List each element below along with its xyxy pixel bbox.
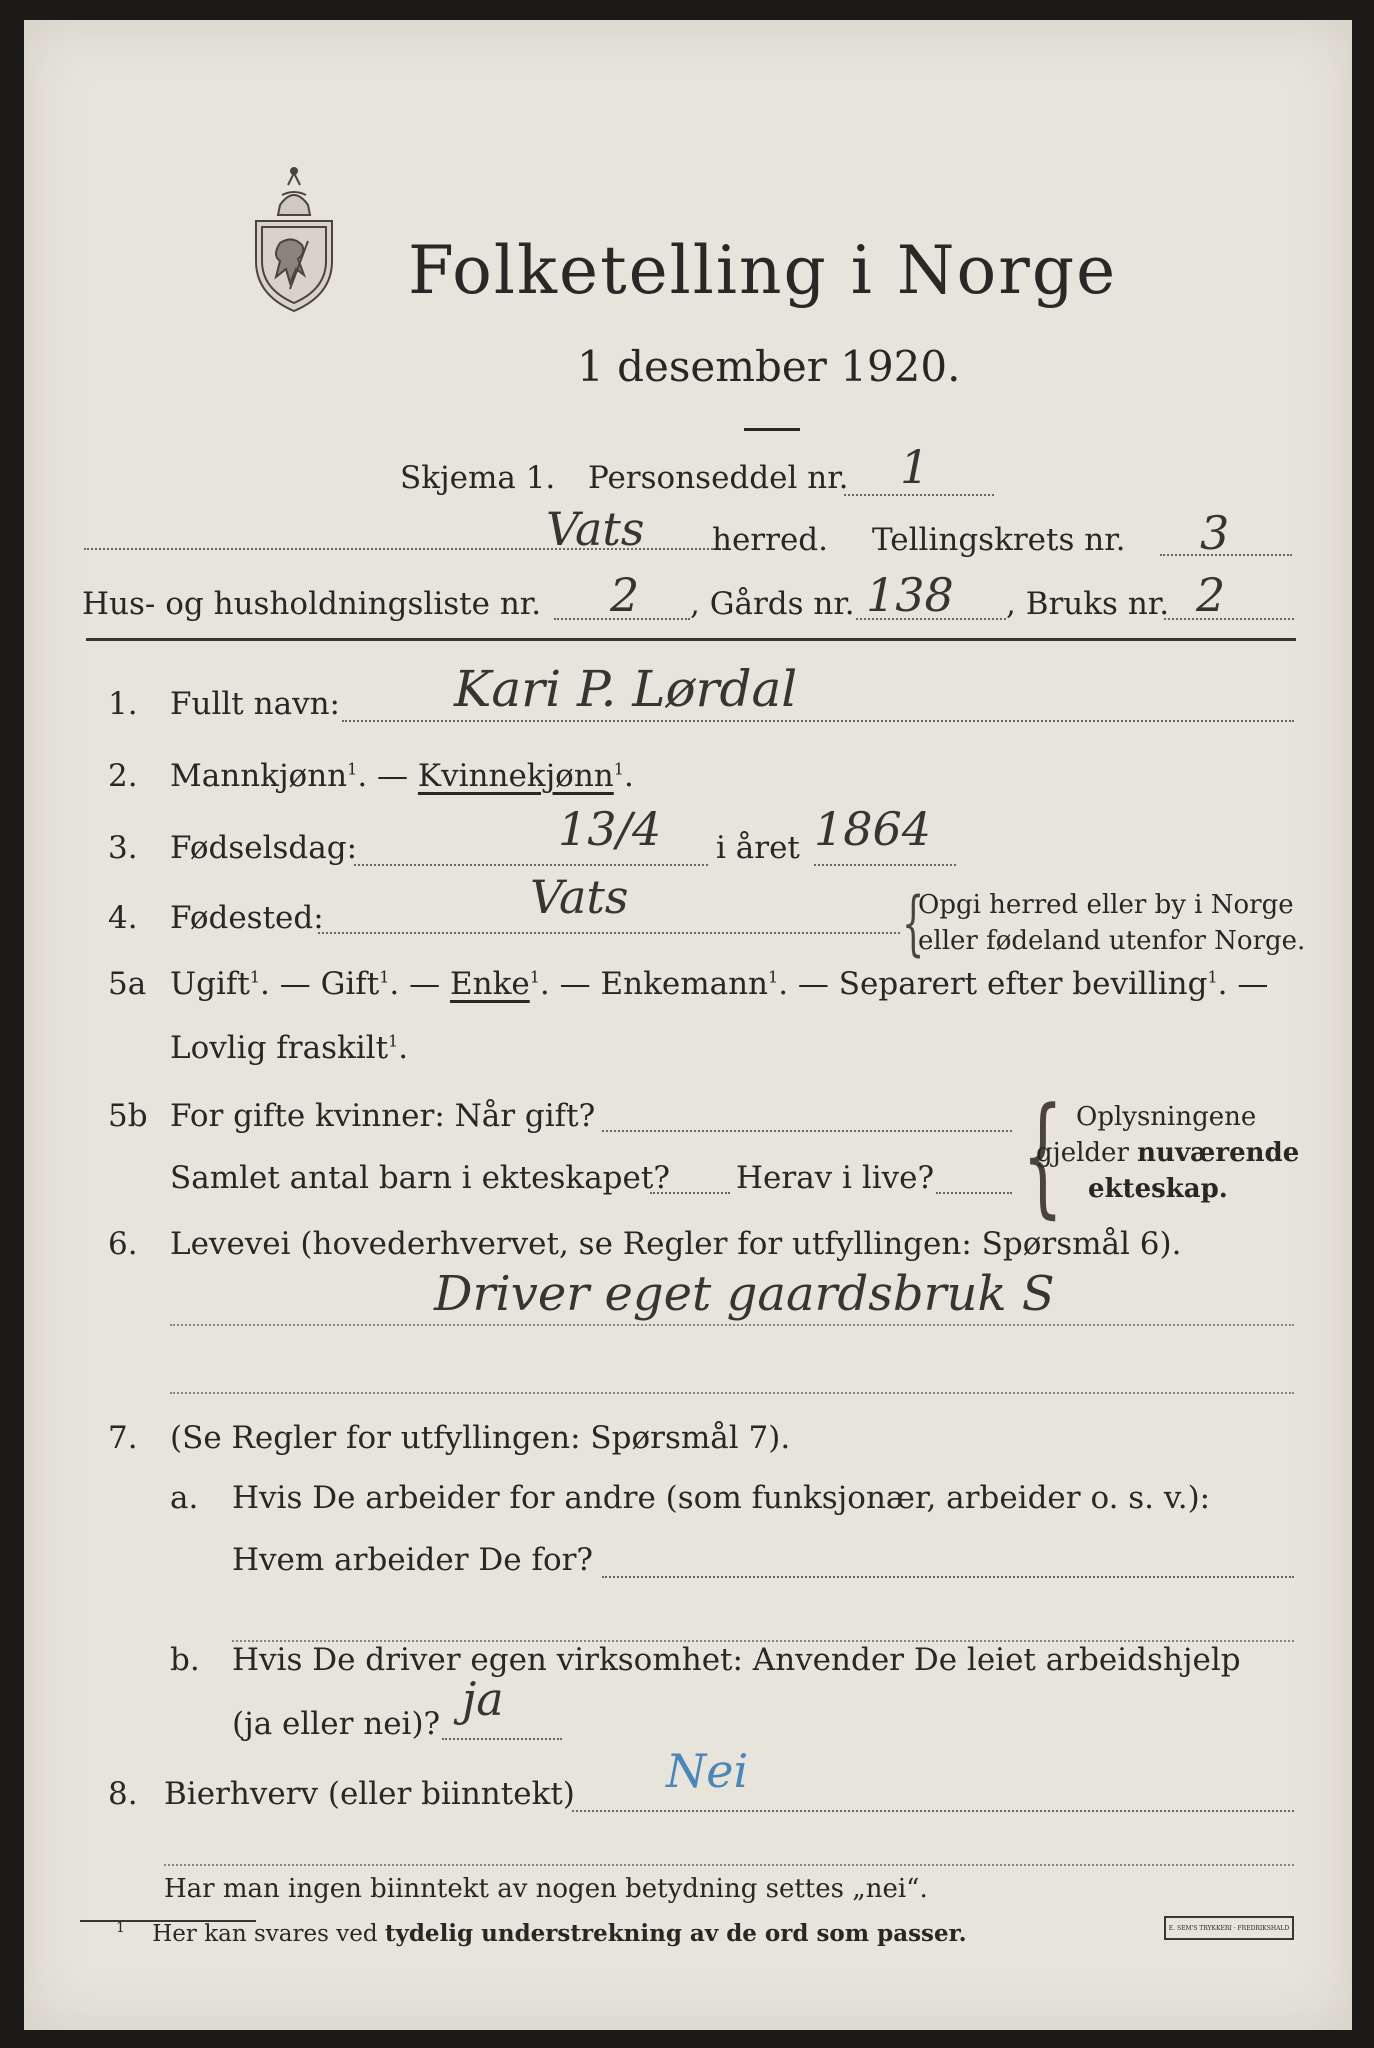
personseddel-label: Personseddel nr. [588,460,849,496]
personseddel-line [844,494,994,496]
q5a-enke-selected[interactable]: Enke [449,966,530,1002]
q5a-options [170,966,1268,1002]
form-date: 1 desember 1920. [577,342,961,391]
q2-options [170,758,634,794]
q5b-label-1: For gifte kvinner: Når gift? [170,1098,596,1134]
coat-of-arms-icon [246,165,342,315]
q5a-separert[interactable]: Separert efter bevilling [838,966,1208,1002]
q5a-sup: 1 [388,1031,399,1051]
footnote-text-a: Her kan svares ved [152,1921,378,1947]
q6-value[interactable]: Driver eget gaardsbruk S [434,1266,1055,1322]
q5b-note-3: ekteskap. [1088,1174,1228,1204]
census-form-page [24,20,1352,2030]
q7a-question: Hvem arbeider De for? [232,1542,594,1578]
q3-label: Fødselsdag: [170,830,358,866]
q5a-ugift[interactable]: Ugift [170,966,250,1002]
q7b-label: Hvis De driver egen virksomhet: Anvender De leiet arbeidshjelp [232,1642,1241,1678]
skjema-label: Skjema 1. [400,460,556,496]
q2-dash: . — [357,758,409,794]
q7-number: 7. [108,1420,138,1456]
q7b-line [442,1738,562,1740]
gards-label: , Gårds nr. [690,586,855,622]
q3-year-label: i året [716,830,800,866]
personseddel-value[interactable]: 1 [900,440,930,494]
q5a-options-2 [170,1030,408,1066]
q6-label: Levevei (hovederhvervet, se Regler for utfyllingen: Spørsmål 6). [170,1226,1182,1262]
printer-text: E. SEM'S TRYKKERI · FREDRIKSHALD [1168,1924,1290,1932]
footnote-number: 1 [116,1920,125,1937]
q5a-enkemann[interactable]: Enkemann [600,966,769,1002]
q5a-sep: . — [389,966,441,1002]
q5b-note-2a: gjelder [1036,1138,1129,1168]
q8-label: Bierhverv (eller biinntekt) [164,1776,575,1812]
q4-label: Fødested: [170,900,324,936]
footnote-text-b: tydelig understrekning av de ord som passer. [384,1920,967,1947]
gards-value[interactable]: 138 [866,568,954,622]
q1-value[interactable]: Kari P. Lørdal [454,660,798,718]
q8-number: 8. [108,1776,138,1812]
q5a-sup: 1 [379,967,390,987]
q7-label: (Se Regler for utfyllingen: Spørsmål 7). [170,1420,791,1456]
q7a-line [602,1576,1294,1578]
q5b-note-2 [1036,1138,1299,1168]
q5a-number: 5a [108,966,147,1002]
q1-number: 1. [108,686,138,722]
q1-line [342,720,1294,722]
q5b-barn-line [650,1192,730,1194]
q8-line-2 [164,1864,1294,1866]
q5a-sup: 1 [529,967,540,987]
footnote [116,1920,967,1947]
q2-number: 2. [108,758,138,794]
q5a-sep: . — [260,966,311,1002]
q6-line-2 [170,1392,1294,1394]
q5b-brace: { [1022,1079,1064,1231]
q5b-note-1: Oplysningene [1076,1102,1257,1132]
q7a-number: a. [170,1480,199,1516]
q5a-sup: 1 [1207,967,1218,987]
bruks-line [1164,618,1294,620]
q5a-fraskilt[interactable]: Lovlig fraskilt [170,1030,389,1066]
q7b-number: b. [170,1642,200,1678]
q7a-label: Hvis De arbeider for andre (som funksjonær, arbeider o. s. v.): [232,1480,1211,1516]
q5b-live-line [936,1192,1012,1194]
q6-line-1 [170,1324,1294,1326]
q5b-gift-line [602,1130,1012,1132]
q5b-number: 5b [108,1098,148,1134]
q4-line [318,932,900,934]
q4-number: 4. [108,900,138,936]
q2-female-selected[interactable]: Kvinnekjønn [417,758,614,794]
q2-sup1: 1 [347,759,358,779]
q4-value[interactable]: Vats [530,870,629,924]
header-divider [86,638,1296,641]
q8-line [572,1810,1294,1812]
q7b-value[interactable]: ja [462,1672,504,1726]
q3-day-value[interactable]: 13/4 [558,802,662,856]
q2-end: . [623,758,634,794]
q6-number: 6. [108,1226,138,1262]
q5a-sep: . — [778,966,829,1002]
form-title: Folketelling i Norge [408,232,1118,309]
q5a-end: . [398,1030,409,1066]
q5a-sup: 1 [249,967,261,987]
tellingskrets-value[interactable]: 3 [1200,506,1230,560]
herred-label: herred. [712,522,828,558]
q3-number: 3. [108,830,138,866]
q5a-sep: . — [539,966,591,1002]
printer-mark [1164,1916,1294,1940]
q1-label: Fullt navn: [170,686,340,722]
q4-note-2: eller fødeland utenfor Norge. [918,926,1306,956]
q3-year-line [814,864,956,866]
q5b-label-3: Herav i live? [736,1160,935,1196]
bruks-value[interactable]: 2 [1196,568,1226,622]
tellingskrets-label: Tellingskrets nr. [872,522,1126,558]
q7b-question: (ja eller nei)? [232,1706,441,1742]
q4-note-1: Opgi herred eller by i Norge [918,890,1294,920]
hus-label: Hus- og husholdningsliste nr. [82,586,542,622]
q2-sup2: 1 [613,759,624,779]
q3-day-line [354,864,708,866]
q5b-note-2b: nuværende [1137,1138,1300,1168]
q5a-gift[interactable]: Gift [320,966,380,1002]
q5b-label-2: Samlet antal barn i ekteskapet? [170,1160,670,1196]
q8-value[interactable]: Nei [666,1744,749,1798]
q4-brace: { [902,882,925,964]
q5a-sup: 1 [768,967,779,987]
herred-value[interactable]: Vats [546,502,645,556]
q5a-sep: . — [1217,966,1269,1002]
footer-note: Har man ingen biinntekt av nogen betydning settes „nei“. [164,1874,928,1904]
bruks-label: , Bruks nr. [1006,586,1170,622]
title-divider [744,428,800,431]
hus-value[interactable]: 2 [610,568,640,622]
q3-year-value[interactable]: 1864 [814,802,932,856]
q2-male[interactable]: Mannkjønn [170,758,348,794]
